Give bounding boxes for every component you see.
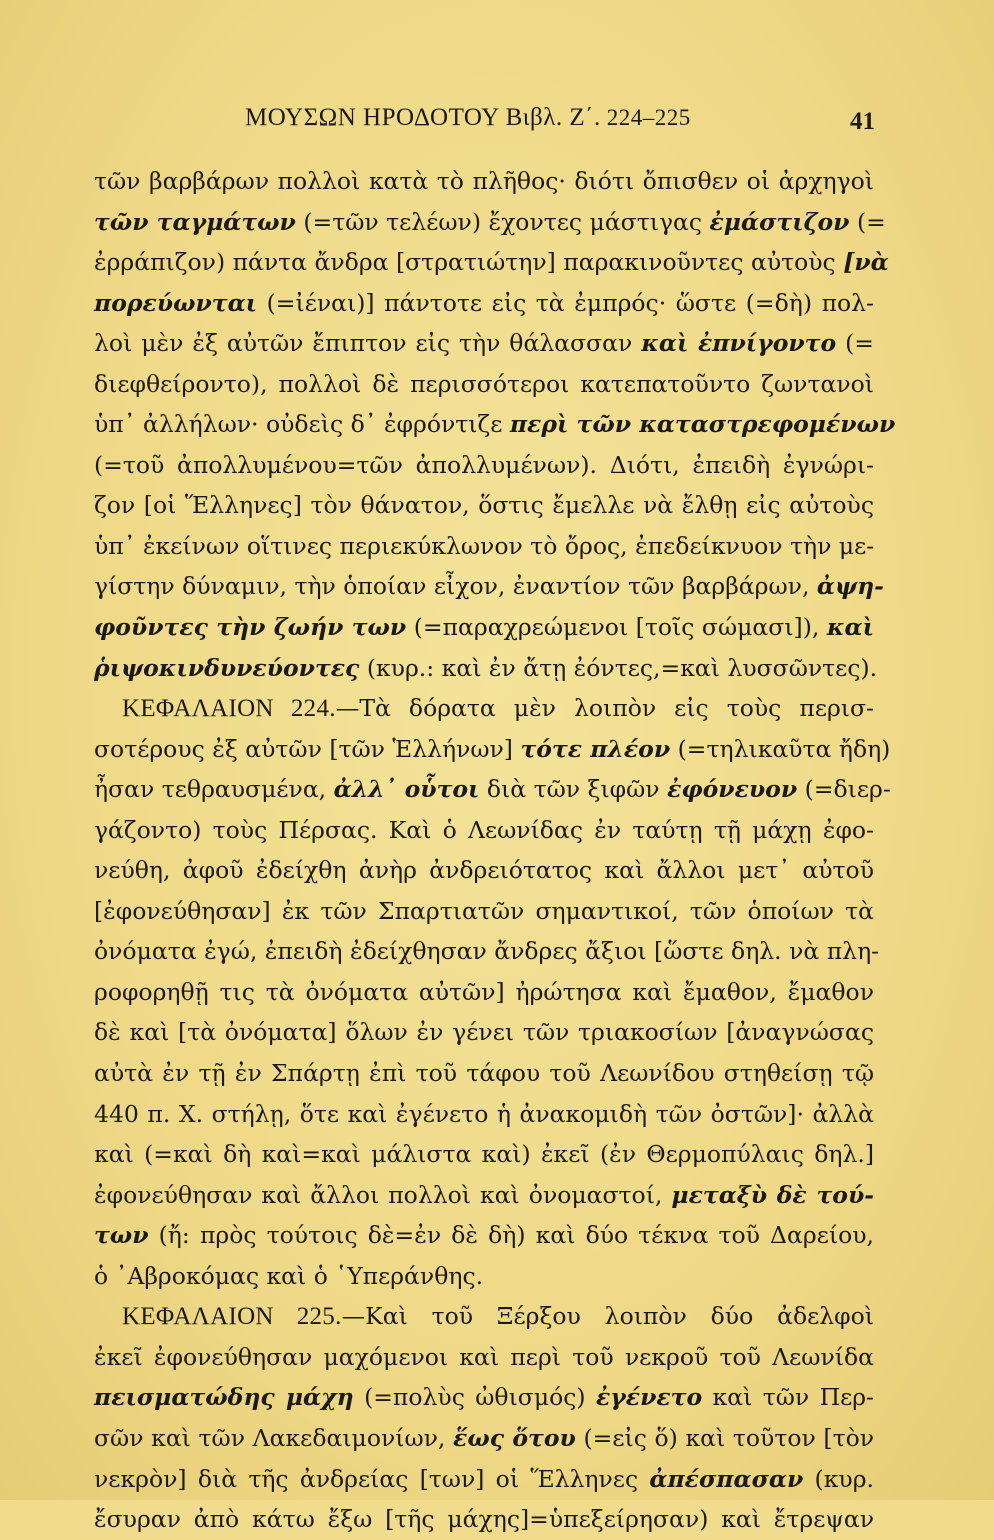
- text-run: (=διερ-: [797, 775, 891, 804]
- text-line: [94, 323, 874, 364]
- bold-term: [νὰ: [843, 248, 889, 277]
- text-run: [ἐφονεύθησαν] ἐκ τῶν Σπαρτιατῶν σημαντικοί, τῶν ὁποίων τὰ: [94, 896, 874, 925]
- text-run: καὶ (=καὶ δὴ καὶ=καὶ μάλιστα καὶ) ἐκεῖ (ἐν Θερμοπύλαις δηλ.]: [94, 1140, 874, 1169]
- text-run: ἐκεῖ ἐφονεύθησαν μαχόμενοι καὶ περὶ τοῦ νεκροῦ τοῦ Λεωνίδα: [94, 1342, 874, 1371]
- text-line: [94, 161, 874, 202]
- text-line: [94, 972, 874, 1013]
- text-line: [94, 810, 874, 851]
- bold-term: ἐμάστιζον: [709, 207, 850, 236]
- text-run: (κυρ.: [803, 1464, 874, 1493]
- text-line: [94, 202, 886, 243]
- text-line: [94, 1337, 874, 1378]
- text-line: [94, 769, 891, 810]
- text-line: [94, 891, 874, 932]
- text-run: (=εἰς ὅ) καὶ τοῦτον [τὸν: [575, 1423, 874, 1452]
- bold-term: των: [94, 1221, 149, 1250]
- bold-term: τότε πλέον: [520, 734, 671, 763]
- text-run: (=ἰέναι)] πάντοτε εἰς τὰ ἐμπρός· ὥστε (=δὴ) πολ-: [257, 288, 874, 317]
- text-run: γάζοντο) τοὺς Πέρσας. Καὶ ὁ Λεωνίδας ἐν ταύτῃ τῇ μάχῃ ἐφο-: [94, 815, 874, 844]
- text-run: αὐτὰ ἐν τῇ ἐν Σπάρτῃ ἐπὶ τοῦ τάφου τοῦ Λεωνίδου στηθείσῃ τῷ: [94, 1059, 874, 1088]
- text-run: (=πολὺς ὠθισμός): [353, 1383, 596, 1412]
- bold-term: μεταξὺ δὲ τού-: [671, 1180, 874, 1209]
- text-run: 440 π. Χ. στήλῃ, ὅτε καὶ ἐγένετο ἡ ἀνακομιδὴ τῶν ὀστῶν]· ἀλλὰ: [94, 1099, 874, 1128]
- bold-term: ἀψη-: [816, 572, 884, 601]
- text-line: [94, 1459, 874, 1500]
- text-line: [94, 364, 874, 405]
- text-run: νεκρὸν] διὰ τῆς ἀνδρείας [των] οἱ Ἕλληνες: [94, 1464, 650, 1493]
- text-line: [94, 688, 874, 729]
- text-run: ἐρράπιζον) πάντα ἄνδρα [στρατιώτην] παρακινοῦντες αὐτοὺς: [94, 248, 844, 277]
- text-line: [94, 1175, 874, 1216]
- header-chapter-range: 224–225: [606, 105, 691, 130]
- chapter-heading: ΚΕΦΑΛΑΙΟΝ 225.: [122, 1303, 342, 1331]
- text-run: δὲ καὶ [τὰ ὀνόματα] ὅλων ἐν γένει τῶν τριακοσίων [ἀναγνώσας: [94, 1018, 874, 1047]
- bold-term: φοῦντες τὴν ζωήν των: [94, 613, 407, 642]
- text-run: ἔσυραν ἀπὸ κάτω ἔξω [τῆς μάχης]=ὑπεξείρησαν) καὶ ἔτρεψαν: [94, 1505, 874, 1534]
- text-run: γίστην δύναμιν, τὴν ὁποίαν εἶχον, ἐναντίον τῶν βαρβάρων,: [94, 572, 817, 601]
- text-line: [94, 1215, 874, 1256]
- bold-term: ἐγένετο: [595, 1383, 703, 1412]
- text-run: (=: [836, 329, 874, 358]
- text-line: [94, 729, 891, 770]
- bold-term: πεισματώδης μάχη: [94, 1383, 354, 1412]
- text-run: ἦσαν τεθραυσμένα,: [94, 775, 334, 804]
- bold-term: ἕως ὅτου: [453, 1423, 576, 1452]
- running-header: [0, 104, 994, 144]
- text-run: διεφθείροντο), πολλοὶ δὲ περισσότεροι κατεπατοῦντο ζωντανοὶ: [94, 369, 874, 398]
- text-run: ροφορηθῇ τις τὰ ὀνόματα αὐτῶν] ἠρώτησα καὶ ἔμαθον, ἔμαθον: [94, 977, 874, 1006]
- text-line: [94, 931, 880, 972]
- text-run: λοὶ μὲν ἐξ αὐτῶν ἔπιπτον εἰς τὴν θάλασσαν: [94, 329, 642, 358]
- text-run: —Τὰ δόρατα μὲν λοιπὸν εἰς τοὺς περισ-: [335, 694, 875, 723]
- text-run: ὑπ᾽ ἀλλήλων· οὐδεὶς δ᾽ ἐφρόντιζε: [94, 410, 510, 439]
- text-run: νεύθη, ἀφοῦ ἐδείχθη ἀνὴρ ἀνδρειότατος καὶ ἄλλοι μετ᾽ αὐτοῦ: [94, 856, 874, 885]
- chapter-heading: ΚΕΦΑΛΑΙΟΝ 224.: [122, 695, 336, 723]
- text-line: [94, 445, 874, 486]
- text-run: ἐφονεύθησαν καὶ ἄλλοι πολλοὶ καὶ ὀνομαστοί,: [94, 1180, 672, 1209]
- text-run: καὶ τῶν Περ-: [702, 1383, 874, 1412]
- text-line: [94, 1094, 874, 1135]
- text-line: [94, 1134, 874, 1175]
- bold-term: τῶν ταγμάτων: [94, 207, 296, 236]
- bold-term: καὶ: [826, 613, 874, 642]
- text-line: [94, 242, 889, 283]
- bold-term: ῥιψοκινδυνεύοντες: [94, 653, 360, 682]
- bold-term: περὶ τῶν καταστρεφομένων: [509, 410, 896, 439]
- text-run: (=τῶν τελέων) ἔχοντες μάστιγας: [295, 207, 710, 236]
- text-run: —Καὶ τοῦ Ξέρξου λοιπὸν δύο ἀδελφοὶ: [341, 1302, 874, 1331]
- text-line: [94, 1012, 874, 1053]
- text-line: [94, 1499, 874, 1540]
- bold-term: πορεύωνται: [94, 288, 258, 317]
- bold-term: καὶ ἐπνίγοντο: [641, 329, 837, 358]
- body-text: [94, 161, 896, 1540]
- text-run: ὀνόματα ἐγώ, ἐπειδὴ ἐδείχθησαν ἄνδρες ἄξιοι [ὥστε δηλ. νὰ πλη-: [94, 937, 880, 966]
- header-title: ΜΟΥΣΩΝ ΗΡΟΔΟΤΟΥ Βιβλ. Ζ΄. 224–225: [245, 104, 691, 131]
- page-number: 41: [850, 108, 875, 135]
- text-run: (κυρ.: καὶ ἐν ἄτῃ ἐόντες,=καὶ λυσσῶντες).: [359, 653, 878, 682]
- text-line: [94, 607, 874, 648]
- text-line: [94, 283, 874, 324]
- text-run: σῶν καὶ τῶν Λακεδαιμονίων,: [94, 1423, 454, 1452]
- text-line: [94, 850, 874, 891]
- text-run: (=τηλικαῦτα ἤδη): [670, 734, 891, 763]
- text-run: ζον [οἱ Ἕλληνες] τὸν θάνατον, ὅστις ἔμελλε νὰ ἔλθῃ εἰς αὐτοὺς: [94, 491, 874, 520]
- text-run: (ἤ: πρὸς τούτοις δὲ=ἐν δὲ δὴ) καὶ δύο τέκνα τοῦ Δαρείου,: [148, 1221, 874, 1250]
- text-line: [94, 1296, 874, 1337]
- text-run: τῶν βαρβάρων πολλοὶ κατὰ τὸ πλῆθος· διότι ὄπισθεν οἱ ἀρχηγοὶ: [94, 167, 874, 195]
- text-line: [94, 648, 878, 689]
- text-line: [94, 1053, 874, 1094]
- text-line: [94, 485, 874, 526]
- text-line: [94, 526, 874, 567]
- text-line: [94, 1377, 874, 1418]
- text-run: διὰ τῶν ξιφῶν: [479, 775, 668, 804]
- text-line: [94, 1418, 874, 1459]
- bold-term: ἐφόνευον: [667, 775, 798, 804]
- text-run: σοτέρους ἐξ αὐτῶν [τῶν Ἑλλήνων]: [94, 734, 521, 763]
- bold-term: ἀπέσπασαν: [649, 1464, 804, 1493]
- text-run: (=: [849, 207, 886, 236]
- text-run: ὁ ᾽Αβροκόμας καὶ ὁ ῾Υπεράνθης.: [94, 1261, 484, 1290]
- text-line: [94, 404, 896, 445]
- text-run: (=παραχρεώμενοι [τοῖς σώμασι]),: [406, 613, 827, 642]
- text-line: [94, 1256, 874, 1297]
- text-run: (=τοῦ ἀπολλυμένου=τῶν ἀπολλυμένων). Διότι, ἐπειδὴ ἐγνώρι-: [94, 450, 874, 479]
- text-run: ὑπ᾽ ἐκείνων οἵτινες περιεκύκλωνον τὸ ὄρος, ἐπεδείκνυον τὴν με-: [94, 531, 875, 560]
- text-line: [94, 566, 884, 607]
- bold-term: ἀλλ᾽ οὗτοι: [333, 775, 480, 804]
